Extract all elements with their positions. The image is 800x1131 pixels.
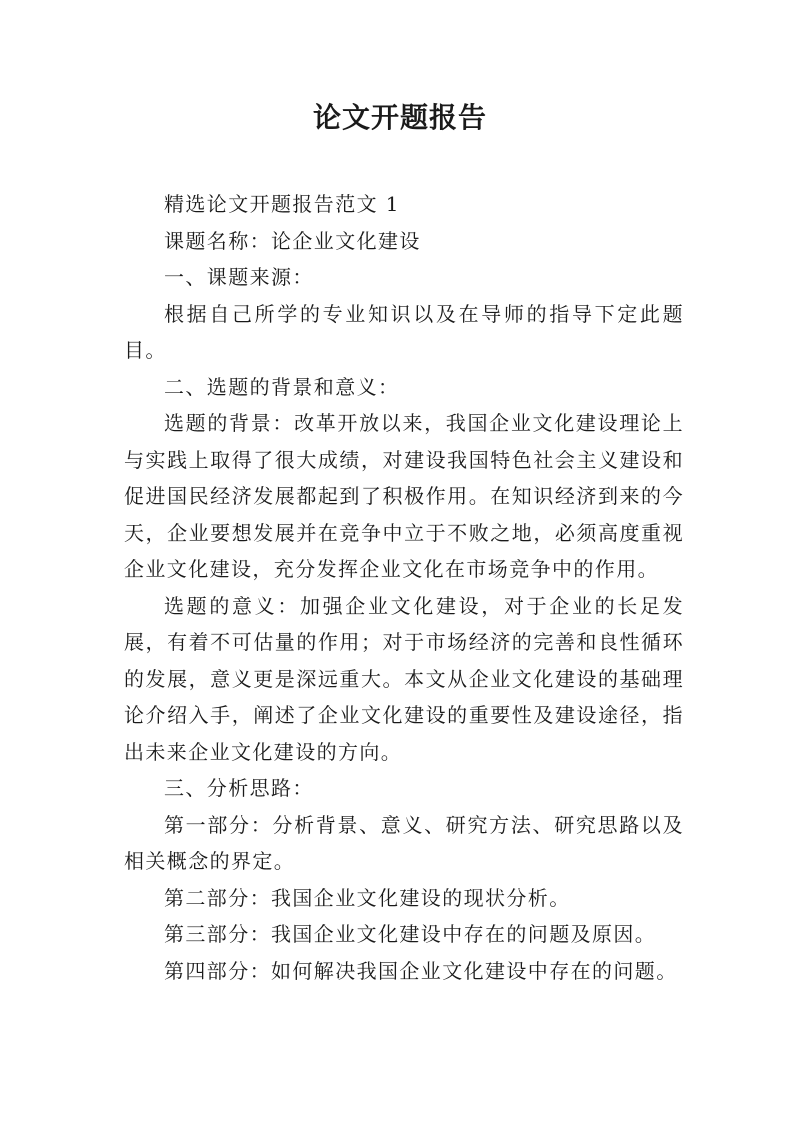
paragraph-source: 根据自己所学的专业知识以及在导师的指导下定此题目。 <box>124 301 684 362</box>
paragraph-part-one: 第一部分：分析背景、意义、研究方法、研究思路以及相关概念的界定。 <box>124 812 684 873</box>
paragraph-part-two: 第二部分：我国企业文化建设的现状分析。 <box>164 885 571 910</box>
section-heading-source: 一、课题来源： <box>164 265 314 289</box>
section-heading-background: 二、选题的背景和意义： <box>164 374 400 399</box>
paragraph-heading: 精选论文开题报告范文 1 <box>164 192 400 216</box>
document-body <box>124 186 684 989</box>
paragraph-significance: 选题的意义：加强企业文化建设，对于企业的长足发展，有着不可估量的作用；对于市场经济的完善和良性循环的发展，意义更是深远重大。本文从企业文化建设的基础理论介绍入手，阐述了企业文化建设的重要性及建设途径，指出未来企业文化建设的方向。 <box>124 593 684 764</box>
paragraph-topic-name: 课题名称：论企业文化建设 <box>164 228 421 253</box>
paragraph-part-three: 第三部分：我国企业文化建设中存在的问题及原因。 <box>164 922 657 946</box>
document-title: 论文开题报告 <box>312 101 487 134</box>
section-heading-analysis: 三、分析思路： <box>164 776 314 800</box>
paragraph-background: 选题的背景：改革开放以来，我国企业文化建设理论上与实践上取得了很大成绩，对建设我国特色社会主义建设和促进国民经济发展都起到了积极作用。在知识经济到来的今天，企业要想发展并在竞争中立于不败之地，必须高度重视企业文化建设，充分发挥企业文化在市场竞争中的作用。 <box>124 411 684 581</box>
paragraph-part-four: 第四部分：如何解决我国企业文化建设中存在的问题。 <box>164 958 678 983</box>
